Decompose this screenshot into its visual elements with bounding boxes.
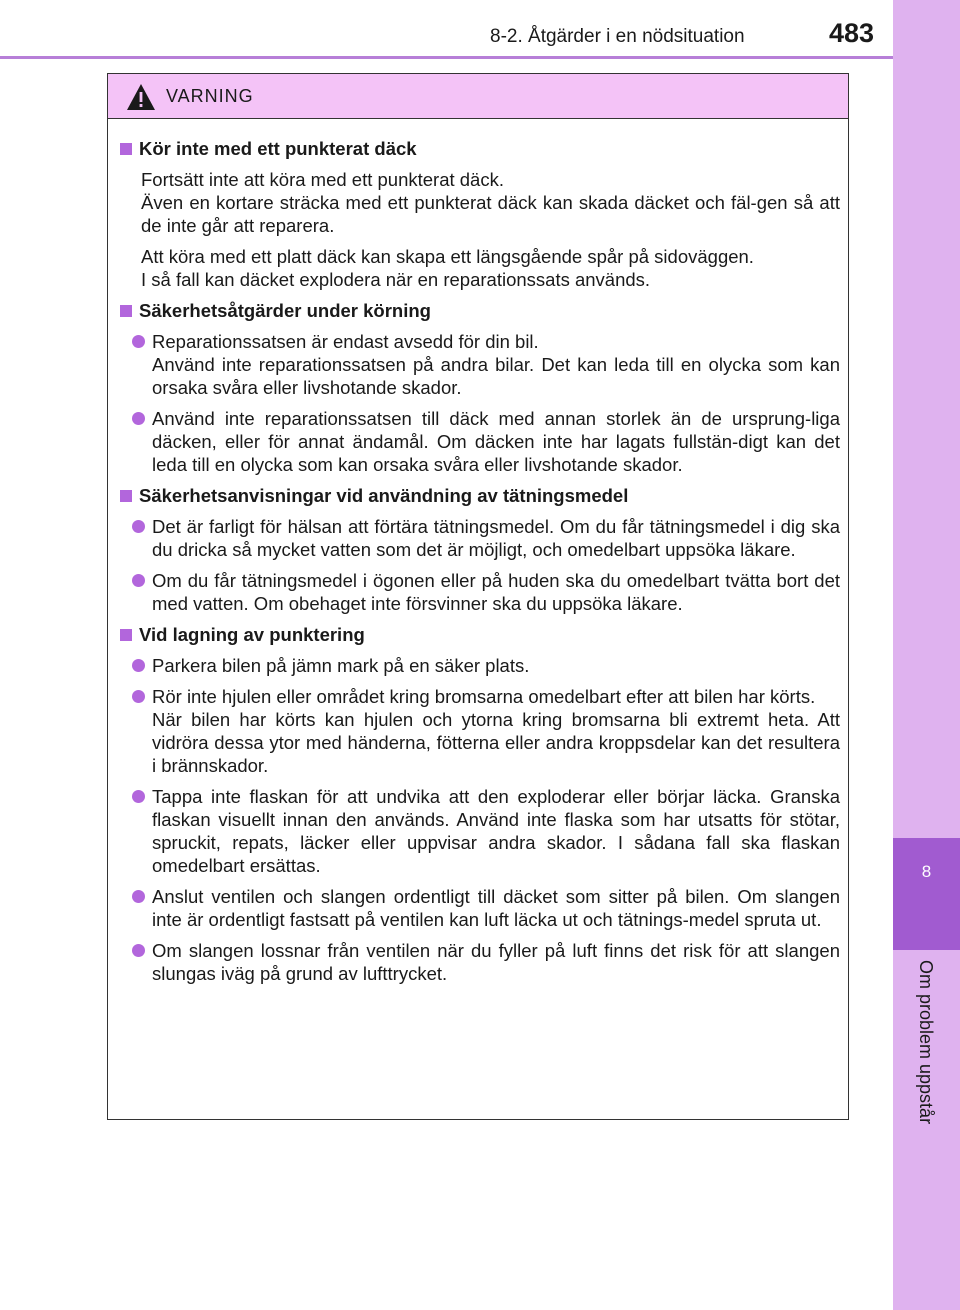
bullet-item: Rör inte hjulen eller området kring bromsarna omedelbart efter att bilen har körts. När bilen har körts kan hjulen och ytorna kring bromsarna bli extremt heta. Att vidröra dessa ytor med händerna, fötterna eller andra kroppsdelar kan det resultera i brännskador. <box>132 685 840 777</box>
square-bullet-icon <box>120 490 132 502</box>
square-bullet-icon <box>120 629 132 641</box>
square-bullet-icon <box>120 305 132 317</box>
warning-body <box>108 119 848 985</box>
bullet-item: Reparationssatsen är endast avsedd för din bil. Använd inte reparationssatsen på andra bilar. Det kan leda till en olycka som kan orsaka svåra eller livshotande skador. <box>132 330 840 399</box>
paragraph: Fortsätt inte att köra med ett punkterat däck. Även en kortare sträcka med ett punkterat däck kan skada däcket och fäl-gen så att de inte går att reparera. <box>141 169 840 236</box>
bullet-item: Anslut ventilen och slangen ordentligt till däcket som sitter på bilen. Om slangen inte är ordentligt fastsatt på ventilen kan luft läcka ut och tätnings-medel spruta ut. <box>132 885 840 931</box>
paragraph: Att köra med ett platt däck kan skapa ett längsgående spår på sidoväggen. I så fall kan däcket explodera när en reparationssats används. <box>141 246 754 290</box>
chapter-number: 8 <box>921 862 932 881</box>
warning-box <box>107 73 849 1120</box>
bullet-item: Om du får tätningsmedel i ögonen eller på huden ska du omedelbart tvätta bort det med vatten. Om obehaget inte försvinner ska du uppsöka läkare. <box>132 569 840 615</box>
section-heading: Kör inte med ett punkterat däck <box>118 137 840 160</box>
bullet-item: Det är farligt för hälsan att förtära tätningsmedel. Om du får tätningsmedel i dig ska du dricka så mycket vatten som det är möjligt, och omedelbart uppsöka läkare. <box>132 515 840 561</box>
warning-title: VARNING <box>166 86 254 106</box>
warning-triangle-icon <box>126 83 156 111</box>
page-number: 483 <box>829 18 875 48</box>
round-bullet-icon <box>132 335 145 348</box>
round-bullet-icon <box>132 659 145 672</box>
section-heading: Vid lagning av punktering <box>118 623 840 646</box>
bullet-item: Parkera bilen på jämn mark på en säker plats. <box>132 654 840 677</box>
header-rule <box>0 56 893 59</box>
bullet-item: Om slangen lossnar från ventilen när du fyller på luft finns det risk för att slangen slungas iväg på grund av lufttrycket. <box>132 939 840 985</box>
round-bullet-icon <box>132 412 145 425</box>
bullet-item: Tappa inte flaskan för att undvika att den exploderar eller börjar läcka. Granska flaskan visuellt innan den används. Använd inte flaska som har utsatts för stötar, spruckit, repats, läcker eller uppvisar andra skador. I sådana fall ska flaskan omedelbart ersättas. <box>132 785 840 877</box>
chapter-number-block <box>893 838 960 950</box>
chapter-title: Om problem uppstår <box>916 960 936 1125</box>
round-bullet-icon <box>132 944 145 957</box>
section-heading: Säkerhetsåtgärder under körning <box>118 299 840 322</box>
warning-header <box>108 74 848 119</box>
section-heading: Säkerhetsanvisningar vid användning av tätningsmedel <box>118 484 840 507</box>
square-bullet-icon <box>120 143 132 155</box>
section-title: 8-2. Åtgärder i en nödsituation <box>490 26 745 47</box>
round-bullet-icon <box>132 690 145 703</box>
round-bullet-icon <box>132 574 145 587</box>
round-bullet-icon <box>132 890 145 903</box>
round-bullet-icon <box>132 520 145 533</box>
bullet-item: Använd inte reparationssatsen till däck med annan storlek än de ursprung-liga däcken, eller för annat ändamål. Om däcken inte har lagats fullstän-digt kan det leda till en olycka som kan orsaka svåra eller livshotande skador. <box>132 407 840 476</box>
round-bullet-icon <box>132 790 145 803</box>
